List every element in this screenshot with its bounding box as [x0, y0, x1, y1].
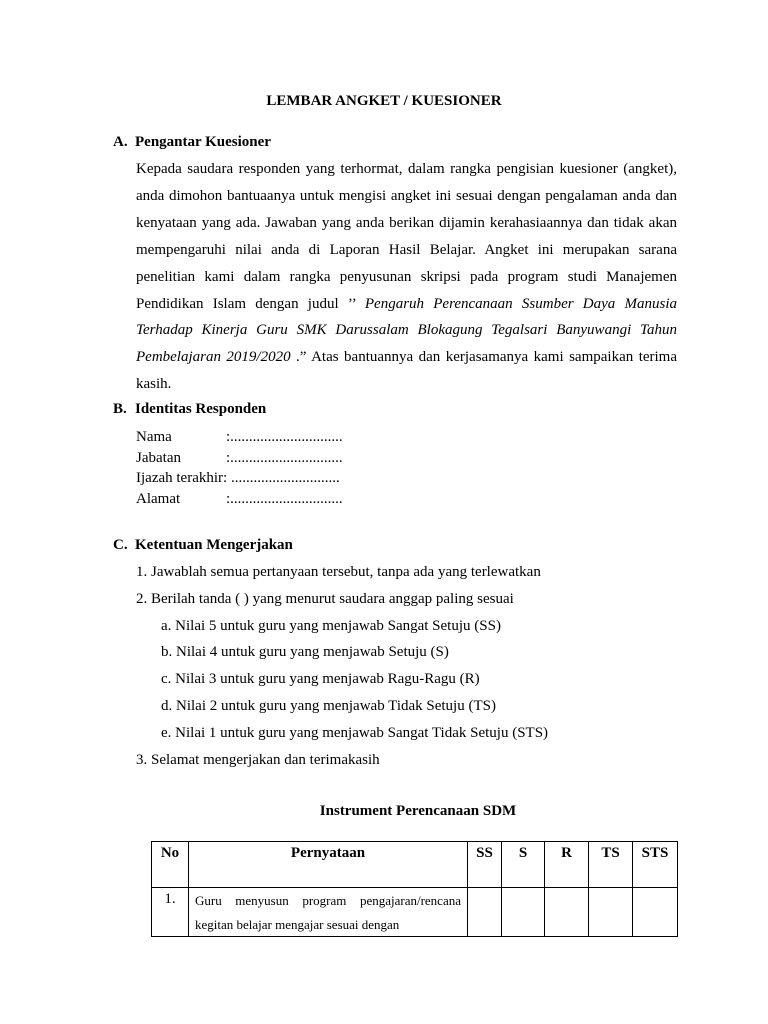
rule-subitem: d. Nilai 2 untuk guru yang menjawab Tidak Setuju (TS): [161, 697, 496, 714]
section-c-heading: [113, 537, 293, 554]
header-ss: SS: [468, 842, 502, 888]
table-row: [152, 888, 678, 937]
rule-subitem: c. Nilai 3 untuk guru yang menjawab Ragu-Ragu (R): [161, 671, 480, 688]
identity-row-ijazah: [136, 468, 343, 489]
answer-cell-ss[interactable]: [468, 888, 502, 937]
rule-subitem: a. Nilai 5 untuk guru yang menjawab Sangat Setuju (SS): [161, 617, 501, 634]
section-b-title: Identitas Responden: [135, 401, 267, 417]
research-title: Pengaruh Perencanaan Ssumber Daya Manusia Terhadap Kinerja Guru SMK Darussalam Blokagung Tegalsari Banyuwangi Tahun Pembelajaran 2019/2020: [136, 295, 678, 366]
identity-label: Alamat: [136, 490, 181, 507]
identity-value: :..............................: [226, 449, 343, 466]
identity-row-jabatan: [136, 448, 343, 469]
answer-cell-ts[interactable]: [589, 888, 633, 937]
identity-value: :..............................: [226, 490, 343, 507]
row-number: 1.: [152, 888, 189, 937]
identity-value: .............................: [227, 470, 340, 486]
rule-item: 1. Jawablah semua pertanyaan tersebut, tanpa ada yang terlewatkan: [136, 564, 541, 580]
section-b-heading: [113, 401, 266, 418]
identity-label: Nama: [136, 429, 172, 445]
identity-label: Jabatan: [136, 449, 181, 466]
section-a-heading: [113, 134, 271, 151]
header-sts: STS: [633, 842, 678, 888]
header-ts: TS: [589, 842, 633, 888]
section-a-letter: A.: [113, 134, 128, 150]
answer-cell-sts[interactable]: [633, 888, 678, 937]
rule-item: 2. Berilah tanda ( ) yang menurut saudara anggap paling sesuai: [136, 590, 514, 607]
page-title: LEMBAR ANGKET / KUESIONER: [266, 93, 502, 109]
instrument-title: Instrument Perencanaan SDM: [319, 803, 517, 819]
answer-cell-s[interactable]: [502, 888, 545, 937]
identity-label: Ijazah terakhir:: [136, 470, 228, 486]
section-c-letter: C.: [113, 537, 128, 553]
identity-value: :..............................: [226, 429, 343, 445]
section-c-title: Ketentuan Mengerjakan: [135, 537, 293, 553]
intro-text-after: .” Atas bantuannya dan kerjasamanya kami sampaikan terima kasih.: [136, 349, 678, 393]
intro-text-before: Kepada saudara responden yang terhormat, dalam rangka pengisian kuesioner (angket), anda dimohon bantuaanya untuk mengisi angket ini sesuai dengan pengalaman anda dan kenyataan yang ada. Jawaban yang anda berikan dijamin kerahasiaannya dan tidak akan mempengaruhi nilai anda di Laporan Hasil Belajar. Angket ini merupakan sarana penelitian kami dalam rangka penyusunan skripsi pada program studi Manajemen Pendidikan Islam dengan judul ’’: [136, 161, 677, 312]
answer-cell-r[interactable]: [545, 888, 589, 937]
rule-item: 3. Selamat mengerjakan dan terimakasih: [136, 751, 380, 768]
header-r: R: [545, 842, 589, 888]
row-statement: Guru menyusun program pengajaran/rencana kegitan belajar mengajar sesuai dengan: [189, 888, 468, 937]
intro-paragraph: [136, 156, 677, 398]
instrument-table: [151, 841, 678, 937]
header-no: No: [152, 842, 189, 888]
rules-list: [136, 561, 548, 775]
section-b-letter: B.: [113, 401, 127, 417]
identity-fields: [136, 427, 343, 509]
identity-row-alamat: [136, 489, 343, 510]
table-header-row: [152, 842, 678, 888]
header-statement: Pernyataan: [189, 842, 468, 888]
rule-subitem: b. Nilai 4 untuk guru yang menjawab Setuju (S): [161, 644, 449, 661]
identity-row-nama: [136, 427, 343, 448]
header-s: S: [502, 842, 545, 888]
section-a-title: Pengantar Kuesioner: [135, 134, 271, 150]
rule-subitem: e. Nilai 1 untuk guru yang menjawab Sangat Tidak Setuju (STS): [161, 724, 549, 741]
